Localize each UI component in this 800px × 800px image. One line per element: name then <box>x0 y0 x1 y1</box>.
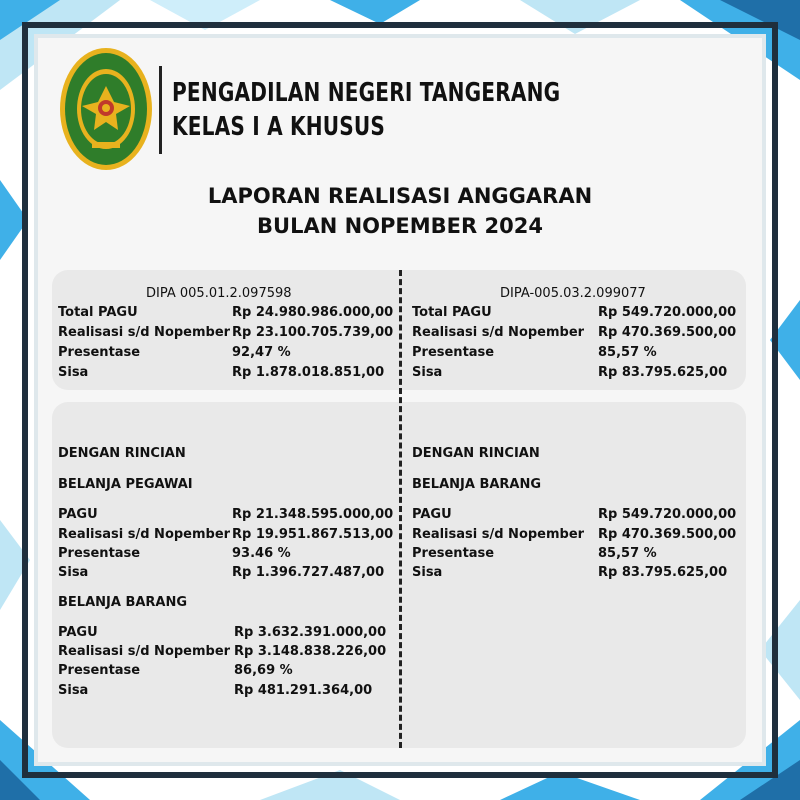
left-pegawai-presentase: 93.46 % <box>232 546 291 561</box>
label-realisasi: Realisasi s/d Nopember <box>58 325 231 340</box>
right-rincian-heading: DENGAN RINCIAN <box>412 446 540 461</box>
left-barang-sisa: Rp 481.291.364,00 <box>234 683 373 698</box>
left-barang-pagu: Rp 3.632.391.000,00 <box>234 625 387 640</box>
dipa-left: DIPA 005.01.2.097598 <box>146 286 292 301</box>
label-realisasi: Realisasi s/d Nopember <box>412 527 585 542</box>
court-emblem-icon <box>58 46 154 172</box>
right-barang-presentase: 85,57 % <box>598 546 657 561</box>
column-divider <box>399 270 402 748</box>
label-realisasi: Realisasi s/d Nopember <box>58 644 231 659</box>
left-pegawai-pagu: Rp 21.348.595.000,00 <box>232 507 394 522</box>
right-total-pagu: Rp 549.720.000,00 <box>598 305 737 320</box>
left-total-pagu: Rp 24.980.986.000,00 <box>232 305 394 320</box>
label-realisasi: Realisasi s/d Nopember <box>58 527 231 542</box>
right-barang-pagu: Rp 549.720.000,00 <box>598 507 737 522</box>
right-barang-heading: BELANJA BARANG <box>412 477 542 492</box>
right-realisasi: Rp 470.369.500,00 <box>598 325 737 340</box>
right-sisa: Rp 83.795.625,00 <box>598 365 728 380</box>
label-sisa: Sisa <box>58 365 89 380</box>
right-barang-realisasi: Rp 470.369.500,00 <box>598 527 737 542</box>
org-name: PENGADILAN NEGERI TANGERANG <box>172 78 561 108</box>
report-title: LAPORAN REALISASI ANGGARAN <box>207 184 593 208</box>
label-sisa: Sisa <box>412 565 443 580</box>
label-presentase: Presentase <box>412 345 495 360</box>
label-sisa: Sisa <box>58 565 89 580</box>
left-realisasi: Rp 23.100.705.739,00 <box>232 325 394 340</box>
label-total-pagu: Total PAGU <box>412 305 492 320</box>
label-presentase: Presentase <box>58 663 141 678</box>
dipa-right: DIPA-005.03.2.099077 <box>500 286 646 301</box>
label-pagu: PAGU <box>58 625 98 640</box>
left-barang-presentase: 86,69 % <box>234 663 293 678</box>
label-sisa: Sisa <box>412 365 443 380</box>
left-presentase: 92,47 % <box>232 345 291 360</box>
label-total-pagu: Total PAGU <box>58 305 138 320</box>
label-presentase: Presentase <box>58 345 141 360</box>
report-period: BULAN NOPEMBER 2024 <box>257 214 543 238</box>
label-pagu: PAGU <box>412 507 452 522</box>
label-sisa: Sisa <box>58 683 89 698</box>
label-realisasi: Realisasi s/d Nopember <box>412 325 585 340</box>
left-rincian-heading: DENGAN RINCIAN <box>58 446 186 461</box>
header-divider <box>159 66 162 154</box>
left-barang-heading: BELANJA BARANG <box>58 595 188 610</box>
left-sisa: Rp 1.878.018.851,00 <box>232 365 385 380</box>
right-presentase: 85,57 % <box>598 345 657 360</box>
left-pegawai-realisasi: Rp 19.951.867.513,00 <box>232 527 394 542</box>
org-class: KELAS I A KHUSUS <box>172 112 386 142</box>
right-barang-sisa: Rp 83.795.625,00 <box>598 565 728 580</box>
label-presentase: Presentase <box>58 546 141 561</box>
label-pagu: PAGU <box>58 507 98 522</box>
left-pegawai-heading: BELANJA PEGAWAI <box>58 477 193 492</box>
label-presentase: Presentase <box>412 546 495 561</box>
left-pegawai-sisa: Rp 1.396.727.487,00 <box>232 565 385 580</box>
left-barang-realisasi: Rp 3.148.838.226,00 <box>234 644 387 659</box>
